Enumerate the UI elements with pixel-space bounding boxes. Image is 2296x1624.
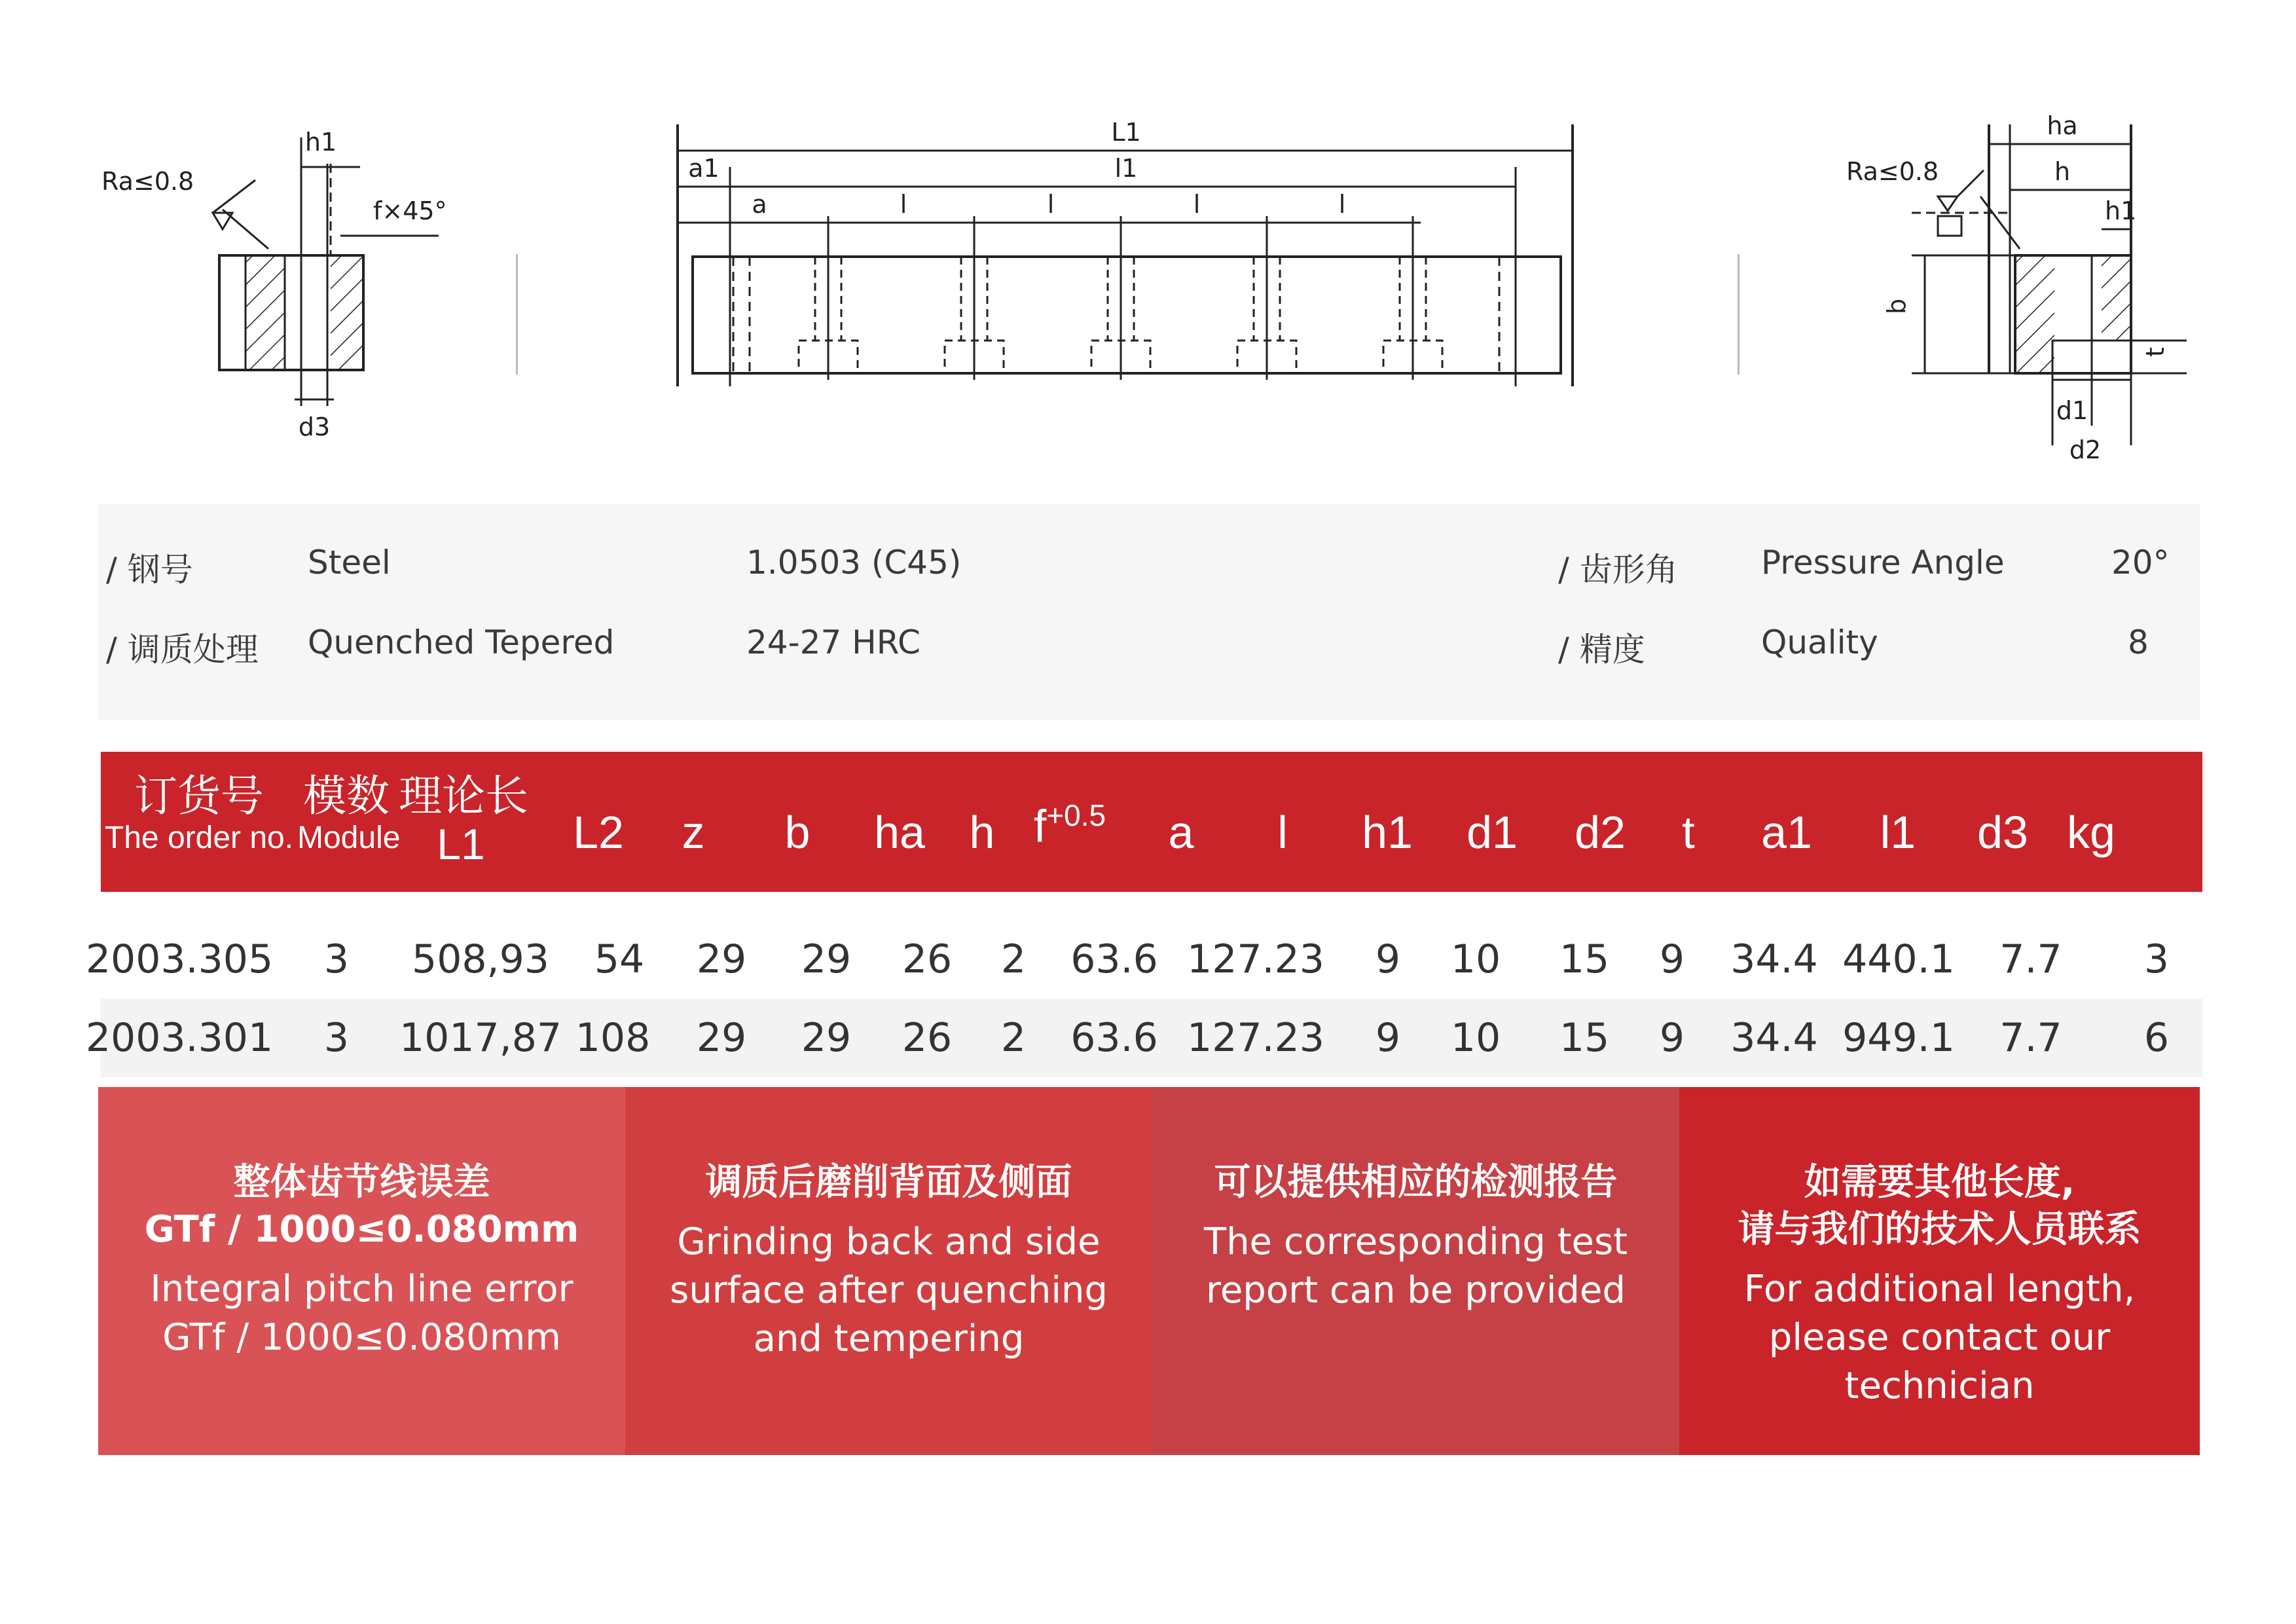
- th-a1: a1: [1761, 807, 1812, 858]
- table-header: [101, 752, 2202, 892]
- label-a1: a1: [688, 154, 720, 183]
- info-panel-test-report: 可以提供相应的检测报告 The corresponding test report can be provided: [1152, 1087, 1679, 1455]
- cell-L2: 108: [575, 1015, 651, 1061]
- spec-quality-value: 8: [2128, 623, 2149, 661]
- divider-right: [1738, 254, 1740, 375]
- cell-a: 127.23: [1187, 1015, 1324, 1061]
- spec-heat-zh: / 调质处理: [106, 631, 259, 669]
- spec-quality-en: Quality: [1761, 623, 1878, 661]
- cell-z: 29: [696, 1015, 747, 1061]
- th-l: l: [1277, 807, 1288, 858]
- cell-h1: 10: [1450, 1015, 1501, 1061]
- th-L2: L2: [573, 807, 624, 858]
- label-b: b: [1882, 298, 1911, 314]
- th-module: 模数 Module: [297, 771, 401, 855]
- label-h: h: [2054, 157, 2071, 186]
- cell-b: 29: [801, 936, 852, 982]
- th-z: z: [682, 807, 705, 858]
- th-order-no: 订货号 The order no.: [104, 771, 294, 855]
- cell-h1: 10: [1450, 936, 1501, 982]
- cell-a1: 440.1: [1842, 936, 1955, 982]
- th-h1: h1: [1362, 807, 1413, 858]
- cell-module: 3: [323, 936, 350, 982]
- cell-module: 3: [323, 1015, 350, 1061]
- label-d2: d2: [2069, 435, 2102, 464]
- spec-steel-en: Steel: [308, 544, 391, 581]
- drawing-rack-front-view: [668, 98, 1604, 399]
- cell-h: 2: [1000, 936, 1027, 982]
- cell-kg: 6: [2143, 1015, 2170, 1061]
- cell-l1: 7.7: [1999, 1015, 2062, 1061]
- th-ha: ha: [874, 807, 925, 858]
- spec-angle-value: 20°: [2111, 544, 2170, 581]
- info-panel-pitch-error: 整体齿节线误差 GTf / 1000≤0.080mm Integral pitch line error GTf / 1000≤0.080mm: [98, 1087, 625, 1455]
- label-L1: L1: [1111, 118, 1141, 147]
- label-d3: d3: [298, 413, 331, 441]
- label-l-1: l: [900, 190, 907, 219]
- th-d1: d1: [1467, 807, 1518, 858]
- cell-d2: 9: [1659, 1015, 1685, 1061]
- cell-b: 29: [801, 1015, 852, 1061]
- th-d2: d2: [1575, 807, 1626, 858]
- cell-order: 2003.305: [85, 936, 274, 982]
- th-kg: kg: [2067, 807, 2115, 858]
- cell-f: 63.6: [1070, 1015, 1158, 1061]
- drawing-side-view: [1846, 98, 2226, 465]
- cell-l1: 7.7: [1999, 936, 2062, 982]
- label-chamfer: f×45°: [373, 196, 447, 225]
- cell-l: 9: [1375, 936, 1401, 982]
- cell-d1: 15: [1559, 936, 1610, 982]
- th-b: b: [784, 807, 811, 858]
- th-f: $f^{+0.5}$: [1033, 798, 1106, 852]
- info-panel-grinding: 调质后磨削背面及侧面 Grinding back and side surface after quenching and tempering: [625, 1087, 1152, 1455]
- label-d1: d1: [2056, 396, 2088, 425]
- cell-a: 127.23: [1187, 936, 1324, 982]
- cell-f: 63.6: [1070, 936, 1158, 982]
- cell-t: 34.4: [1730, 936, 1818, 982]
- th-a: a: [1168, 807, 1194, 858]
- th-t: t: [1682, 807, 1695, 858]
- cell-d1: 15: [1559, 1015, 1610, 1061]
- th-l1: l1: [1880, 807, 1916, 858]
- label-l-3: l: [1193, 190, 1201, 219]
- info-panel-additional-length: 如需要其他长度, 请与我们的技术人员联系 For additional length, please contact our technician: [1679, 1087, 2200, 1455]
- cell-order: 2003.301: [85, 1015, 274, 1061]
- label-l-2: l: [1047, 190, 1055, 219]
- label-h1: h1: [2105, 196, 2137, 225]
- spec-heat-en: Quenched Tepered: [308, 623, 615, 661]
- spec-angle-en: Pressure Angle: [1761, 544, 2005, 581]
- cell-ha: 26: [902, 1015, 953, 1061]
- label-ha: ha: [2047, 111, 2078, 140]
- cell-z: 29: [696, 936, 747, 982]
- label-l1: l1: [1114, 154, 1138, 183]
- label-ra: Ra≤0.8: [1846, 157, 1939, 186]
- spec-steel-value: 1.0503 (C45): [746, 544, 962, 581]
- cell-ha: 26: [902, 936, 953, 982]
- table-row: [85, 920, 2202, 999]
- cell-h: 2: [1000, 1015, 1027, 1061]
- th-length: 理论长 L1: [399, 771, 528, 868]
- cell-d2: 9: [1659, 936, 1685, 982]
- label-h1: h1: [304, 128, 337, 157]
- table-row: [85, 999, 2202, 1077]
- label-a: a: [752, 190, 767, 219]
- cell-l: 9: [1375, 1015, 1401, 1061]
- label-t: t: [2141, 347, 2170, 357]
- drawing-cross-section: [98, 98, 465, 465]
- spec-angle-zh: / 齿形角: [1558, 551, 1678, 589]
- cell-kg: 3: [2143, 936, 2170, 982]
- cell-L2: 54: [594, 936, 645, 982]
- cell-a1: 949.1: [1842, 1015, 1955, 1061]
- label-l-4: l: [1338, 190, 1346, 219]
- spec-quality-zh: / 精度: [1558, 631, 1645, 669]
- cell-t: 34.4: [1730, 1015, 1818, 1061]
- th-h: h: [969, 807, 995, 858]
- specifications: [98, 504, 2200, 720]
- spec-heat-value: 24-27 HRC: [746, 623, 920, 661]
- divider-left: [516, 254, 518, 375]
- cell-length: 1017,87: [399, 1015, 562, 1061]
- th-d3: d3: [1977, 807, 2028, 858]
- label-ra: Ra≤0.8: [101, 167, 194, 196]
- cell-length: 508,93: [412, 936, 549, 982]
- spec-steel-zh: / 钢号: [106, 551, 193, 589]
